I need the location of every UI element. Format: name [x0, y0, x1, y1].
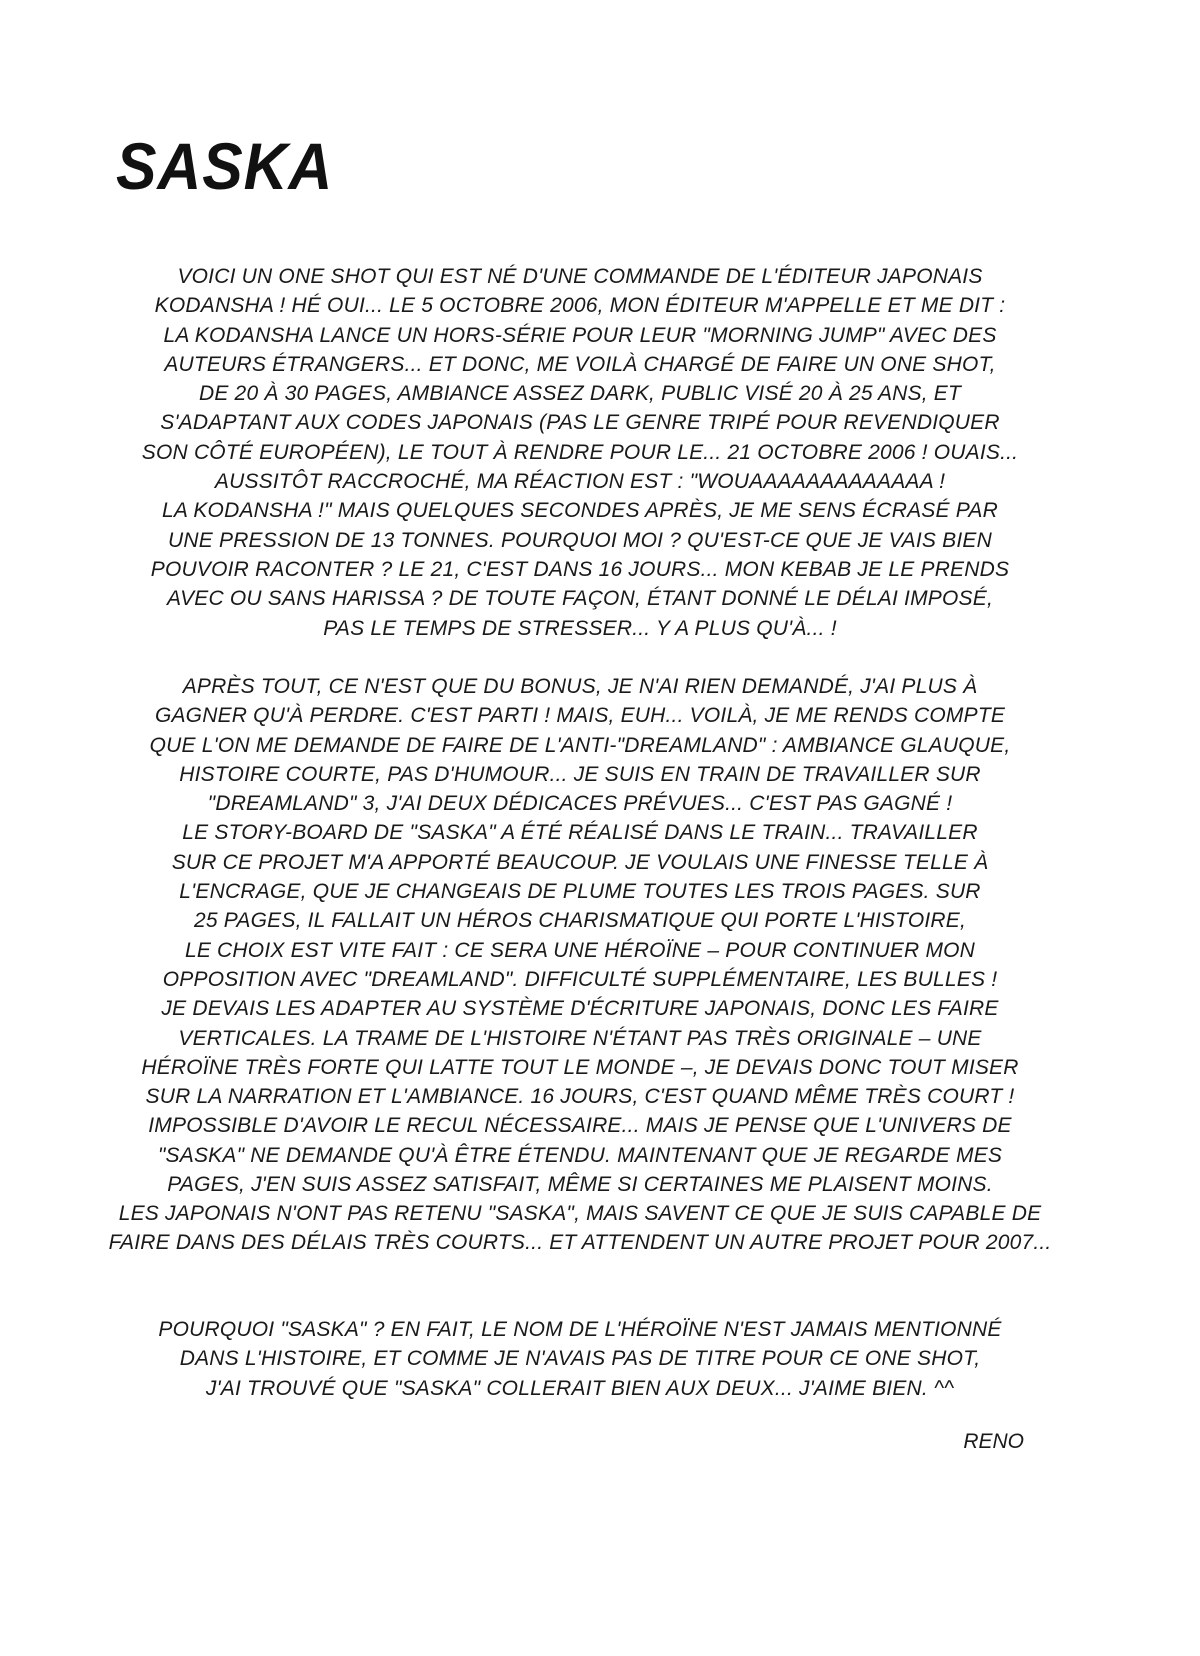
text-line: "SASKA" NE DEMANDE QU'À ÊTRE ÉTENDU. MAINTENANT QUE JE REGARDE MES — [157, 1143, 1003, 1167]
text-line: HÉROÏNE TRÈS FORTE QUI LATTE TOUT LE MONDE –, JE DEVAIS DONC TOUT MISER — [141, 1055, 1019, 1079]
paragraph-1 — [100, 262, 1060, 643]
paragraph-3 — [100, 1199, 1060, 1258]
text-line: S'ADAPTANT AUX CODES JAPONAIS (PAS LE GENRE TRIPÉ POUR REVENDIQUER — [160, 411, 1000, 435]
text-line: LA KODANSHA !" MAIS QUELQUES SECONDES APRÈS, JE ME SENS ÉCRASÉ PAR — [162, 499, 998, 523]
author-signature: RENO — [963, 1430, 1024, 1453]
text-line: IMPOSSIBLE D'AVOIR LE RECUL NÉCESSAIRE... MAIS JE PENSE QUE L'UNIVERS DE — [148, 1114, 1012, 1138]
text-line: HISTOIRE COURTE, PAS D'HUMOUR... JE SUIS EN TRAIN DE TRAVAILLER SUR — [179, 762, 981, 786]
text-line: AVEC OU SANS HARISSA ? DE TOUTE FAÇON, ÉTANT DONNÉ LE DÉLAI IMPOSÉ, — [167, 587, 993, 611]
text-line: AUTEURS ÉTRANGERS... ET DONC, ME VOILÀ CHARGÉ DE FAIRE UN ONE SHOT, — [164, 352, 996, 376]
text-line: FAIRE DANS DES DÉLAIS TRÈS COURTS... ET ATTENDENT UN AUTRE PROJET POUR 2007... — [108, 1231, 1052, 1255]
text-line: L'ENCRAGE, QUE JE CHANGEAIS DE PLUME TOUTES LES TROIS PAGES. SUR — [179, 880, 981, 904]
text-line: SON CÔTÉ EUROPÉEN), LE TOUT À RENDRE POUR LE... 21 OCTOBRE 2006 ! OUAIS... — [141, 440, 1019, 464]
text-line: APRÈS TOUT, CE N'EST QUE DU BONUS, JE N'AI RIEN DEMANDÉ, J'AI PLUS À — [182, 675, 978, 698]
text-line: POUVOIR RACONTER ? LE 21, C'EST DANS 16 JOURS... MON KEBAB JE LE PRENDS — [150, 557, 1010, 581]
text-line: DE 20 À 30 PAGES, AMBIANCE ASSEZ DARK, PUBLIC VISÉ 20 À 25 ANS, ET — [198, 382, 962, 406]
text-line: POURQUOI "SASKA" ? EN FAIT, LE NOM DE L'HÉROÏNE N'EST JAMAIS MENTIONNÉ — [158, 1318, 1002, 1341]
text-line: OPPOSITION AVEC "DREAMLAND". DIFFICULTÉ SUPPLÉMENTAIRE, LES BULLES ! — [162, 967, 998, 991]
text-line: PAGES, J'EN SUIS ASSEZ SATISFAIT, MÊME SI CERTAINES ME PLAISENT MOINS. — [167, 1173, 993, 1197]
paragraph-4 — [100, 1315, 1060, 1403]
text-line: AUSSITÔT RACCROCHÉ, MA RÉACTION EST : "WOUAAAAAAAAAAAAA ! — [214, 470, 946, 494]
text-line: LE CHOIX EST VITE FAIT : CE SERA UNE HÉROÏNE – POUR CONTINUER MON — [184, 938, 976, 962]
page-title: SASKA — [116, 129, 334, 203]
text-line: SUR CE PROJET M'A APPORTÉ BEAUCOUP. JE VOULAIS UNE FINESSE TELLE À — [171, 850, 989, 874]
text-line: GAGNER QU'À PERDRE. C'EST PARTI ! MAIS, EUH... VOILÀ, JE ME RENDS COMPTE — [154, 704, 1006, 728]
text-line: PAS LE TEMPS DE STRESSER... Y A PLUS QU'À... ! — [323, 616, 837, 640]
text-line: UNE PRESSION DE 13 TONNES. POURQUOI MOI ? QU'EST-CE QUE JE VAIS BIEN — [168, 528, 992, 552]
text-line: SUR LA NARRATION ET L'AMBIANCE. 16 JOURS, C'EST QUAND MÊME TRÈS COURT ! — [145, 1085, 1015, 1109]
text-line: LE STORY-BOARD DE "SASKA" A ÉTÉ RÉALISÉ DANS LE TRAIN... TRAVAILLER — [182, 821, 978, 845]
text-line: KODANSHA ! HÉ OUI... LE 5 OCTOBRE 2006, MON ÉDITEUR M'APPELLE ET ME DIT : — [154, 294, 1006, 318]
text-line: JE DEVAIS LES ADAPTER AU SYSTÈME D'ÉCRITURE JAPONAIS, DONC LES FAIRE — [161, 997, 999, 1021]
paragraph-2 — [100, 672, 1060, 1199]
text-line: DANS L'HISTOIRE, ET COMME JE N'AVAIS PAS DE TITRE POUR CE ONE SHOT, — [179, 1347, 981, 1371]
text-line: QUE L'ON ME DEMANDE DE FAIRE DE L'ANTI-"DREAMLAND" : AMBIANCE GLAUQUE, — [149, 733, 1011, 757]
text-line: J'AI TROUVÉ QUE "SASKA" COLLERAIT BIEN AUX DEUX... J'AIME BIEN. ^^ — [205, 1376, 955, 1400]
text-line: LES JAPONAIS N'ONT PAS RETENU "SASKA", MAIS SAVENT CE QUE JE SUIS CAPABLE DE — [118, 1202, 1042, 1225]
text-line: "DREAMLAND" 3, J'AI DEUX DÉDICACES PRÉVUES... C'EST PAS GAGNÉ ! — [207, 792, 953, 816]
text-line: VOICI UN ONE SHOT QUI EST NÉ D'UNE COMMANDE DE L'ÉDITEUR JAPONAIS — [177, 265, 983, 288]
text-line: VERTICALES. LA TRAME DE L'HISTOIRE N'ÉTANT PAS TRÈS ORIGINALE – UNE — [178, 1026, 982, 1050]
text-line: LA KODANSHA LANCE UN HORS-SÉRIE POUR LEUR "MORNING JUMP" AVEC DES — [163, 323, 997, 347]
text-line: 25 PAGES, IL FALLAIT UN HÉROS CHARISMATIQUE QUI PORTE L'HISTOIRE, — [193, 909, 967, 933]
